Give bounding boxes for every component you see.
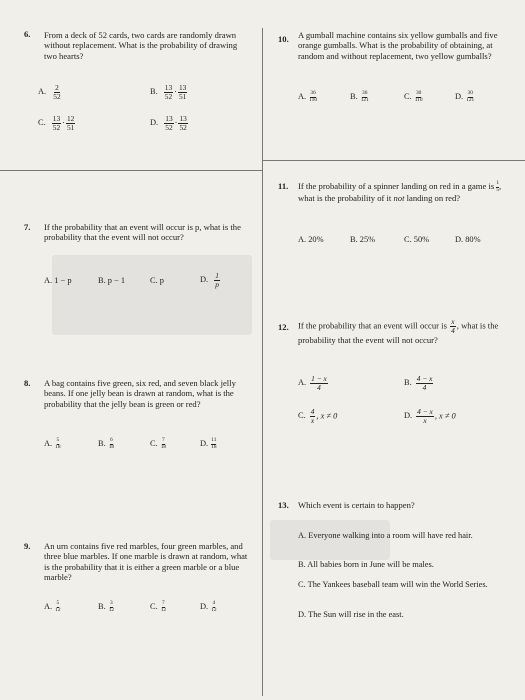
fraction: $\frac{4 - x}{x}$ <box>417 407 433 425</box>
option-c[interactable]: C. $\frac{7}{18}$ <box>150 437 167 450</box>
question-stem: From a deck of 52 cards, two cards are randomly drawn without replacement. What is the probability of drawing two hearts? <box>44 30 238 61</box>
option-c[interactable]: C. $\frac{7}{12}$ <box>150 600 167 613</box>
option-a[interactable]: A. 1 − p <box>44 276 72 285</box>
option-c[interactable]: C. $\frac{30}{110}$ <box>404 90 423 103</box>
fraction: $\frac{12}{51}$ <box>66 114 75 132</box>
option-a[interactable]: A. Everyone walking into a room will have red hair. <box>298 531 473 540</box>
fraction: $\frac{5}{18}$ <box>55 437 61 450</box>
fraction: $\frac{30}{110}$ <box>414 90 423 103</box>
option-d[interactable]: D. $\frac{1}{p}$ <box>200 271 219 289</box>
question-number: 8. <box>24 378 31 388</box>
question-number: 12. <box>278 322 289 332</box>
option-b[interactable]: B. p − 1 <box>98 276 126 285</box>
fraction: $\frac{30}{121}$ <box>466 90 475 103</box>
option-d[interactable]: D. The Sun will rise in the east. <box>298 610 404 619</box>
fraction: $\frac{3}{12}$ <box>108 600 115 613</box>
option-c[interactable]: C. 50% <box>404 235 430 244</box>
question-number: 13. <box>278 500 289 510</box>
question-number: 11. <box>278 181 289 191</box>
option-c[interactable]: C. $\frac{13}{52}$ · $\frac{12}{51}$ <box>38 114 75 132</box>
option-c[interactable]: C. The Yankees baseball team will win the World Series. <box>298 580 488 589</box>
fraction: $\frac{4}{x}$ <box>310 407 315 425</box>
option-b[interactable]: B. $\frac{6}{18}$ <box>98 437 115 450</box>
fraction: $\frac{36}{110}$ <box>309 90 318 103</box>
option-d[interactable]: D. $\frac{30}{121}$ <box>455 90 475 103</box>
question-stem: A gumball machine contains six yellow gumballs and five orange gumballs. What is the probability of obtaining, at random and without replacement, two yellow gumballs? <box>298 30 498 61</box>
row-divider <box>0 170 262 171</box>
column-divider <box>262 28 263 696</box>
option-b[interactable]: B. $\frac{13}{52}$ · $\frac{13}{51}$ <box>150 83 187 101</box>
fraction: $\frac{13}{52}$ <box>179 114 187 132</box>
option-b[interactable]: B. $\frac{36}{121}$ <box>350 90 369 103</box>
fraction: $\frac{11}{18}$ <box>211 437 217 450</box>
question-stem: If the probability of a spinner landing on red in a game is $\frac{1}{5}$ , what is the probability of it not landing on red? <box>298 180 502 204</box>
option-a[interactable]: A. $\frac{2}{52}$ <box>38 83 61 101</box>
option-c[interactable]: C. $\frac{4}{x}$ , x ≠ 0 <box>298 407 338 425</box>
question-number: 7. <box>24 222 31 232</box>
fraction: $\frac{5}{12}$ <box>55 600 61 613</box>
fraction: $\frac{36}{121}$ <box>360 90 369 103</box>
fraction: $\frac{13}{52}$ <box>165 114 173 132</box>
option-c[interactable]: C. p <box>150 276 164 285</box>
question-stem: An urn contains five red marbles, four green marbles, and three blue marbles. If one marble is drawn at random, what is the probability that it is either a green marble or a blue marble? <box>44 541 248 583</box>
question-stem: If the probability that an event will occur is $\frac{x}{4}$ , what is the probability that the event will not occur? <box>298 317 499 345</box>
question-stem: Which event is certain to happen? <box>298 500 415 510</box>
option-b[interactable]: B. $\frac{3}{12}$ <box>98 600 115 613</box>
fraction: $\frac{13}{51}$ <box>178 83 187 101</box>
question-stem: A bag contains five green, six red, and seven black jelly beans. If one jelly bean is drawn at random, what is the probability that the jelly bean is green or red? <box>44 378 236 409</box>
fraction: $\frac{1}{5}$ <box>496 180 500 193</box>
question-number: 9. <box>24 541 31 551</box>
question-number: 10. <box>278 34 289 44</box>
option-b[interactable]: B. $\frac{4 - x}{4}$ <box>404 374 433 392</box>
option-d[interactable]: D. $\frac{4 - x}{x}$ , x ≠ 0 <box>404 407 456 425</box>
option-a[interactable]: A. $\frac{5}{18}$ <box>44 437 61 450</box>
option-a[interactable]: A. $\frac{5}{12}$ <box>44 600 61 613</box>
bleed-through-shadow <box>52 255 252 335</box>
option-a[interactable]: A. 20% <box>298 235 324 244</box>
fraction: $\frac{4 - x}{4}$ <box>416 374 433 392</box>
question-stem: If the probability that an event will occur is p, what is the probability that the event will not occur? <box>44 222 241 243</box>
option-d[interactable]: D. 80% <box>455 235 481 244</box>
fraction: $\frac{1}{p}$ <box>215 271 219 289</box>
option-d[interactable]: D. $\frac{13}{52}$ · $\frac{13}{52}$ <box>150 114 187 132</box>
option-b[interactable]: B. 25% <box>350 235 376 244</box>
question-number: 6. <box>24 29 31 39</box>
option-a[interactable]: A. $\frac{1 - x}{4}$ <box>298 374 327 392</box>
fraction: $\frac{1 - x}{4}$ <box>311 374 327 392</box>
fraction: $\frac{7}{12}$ <box>160 600 167 613</box>
fraction: $\frac{4}{12}$ <box>211 600 217 613</box>
fraction: $\frac{13}{52}$ <box>164 83 173 101</box>
fraction: $\frac{2}{52}$ <box>53 83 61 101</box>
fraction: $\frac{13}{52}$ <box>52 114 61 132</box>
option-b[interactable]: B. All babies born in June will be males. <box>298 560 434 569</box>
option-d[interactable]: D. $\frac{4}{12}$ <box>200 600 217 613</box>
fraction: $\frac{7}{18}$ <box>160 437 167 450</box>
row-divider <box>262 160 525 161</box>
option-a[interactable]: A. $\frac{36}{110}$ <box>298 90 318 103</box>
fraction: $\frac{6}{18}$ <box>108 437 115 450</box>
fraction: $\frac{x}{4}$ <box>451 317 455 335</box>
option-d[interactable]: D. $\frac{11}{18}$ <box>200 437 217 450</box>
